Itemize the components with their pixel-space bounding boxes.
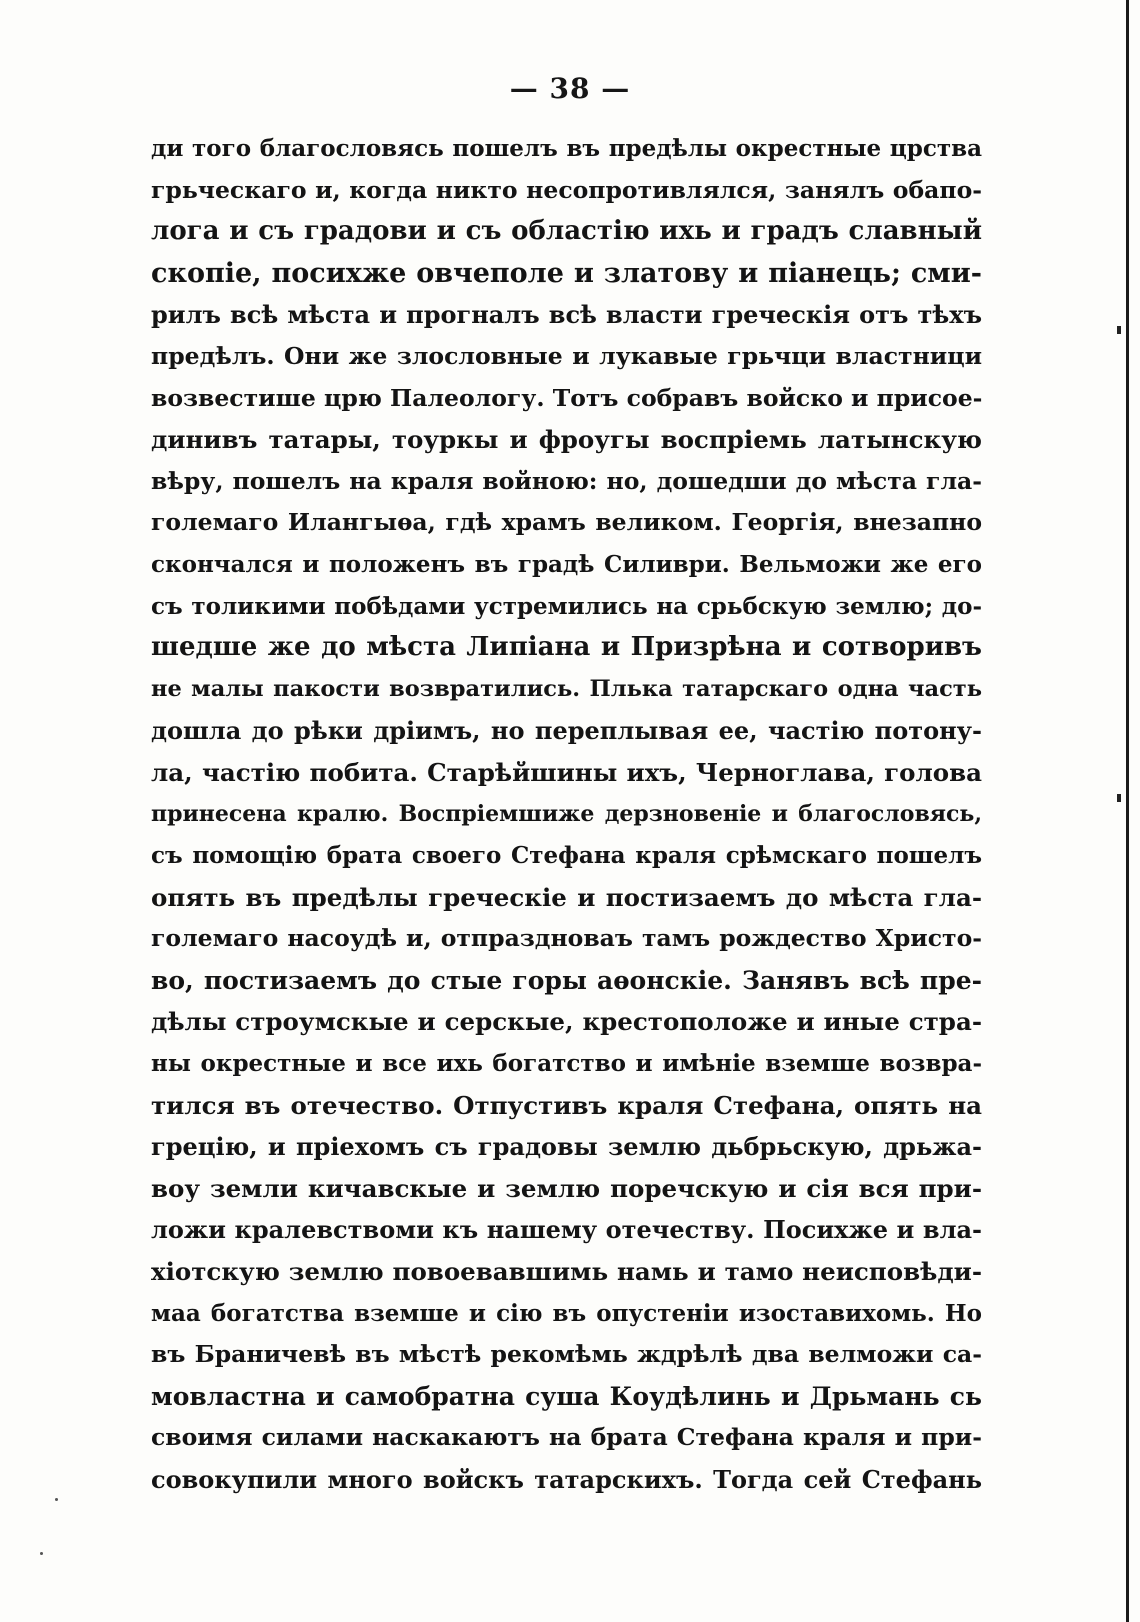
text-line: въ Браничевѣ въ мѣстѣ рекомѣмь ждрѣлѣ два велможи са- — [151, 1340, 982, 1369]
text-line: возвестише црю Палеологу. Тотъ собравъ войско и присое- — [151, 383, 982, 412]
text-line: съ толиκими побѣдами устремились на срьбскую землю; до- — [151, 592, 982, 620]
text-line: ла, частію побита. Старѣйшины ихъ, Черноглава, голова — [151, 757, 982, 787]
margin-mark — [1117, 794, 1121, 802]
text-line: опять въ предѣлы греческіе и постизаемъ до мѣста гла- — [151, 882, 982, 912]
text-line: съ помощію брата своего Стефана краля срѣмскаго пошелъ — [151, 842, 982, 870]
page-number: — 38 — — [509, 72, 631, 105]
text-line: ны окрестные и все ихь богатство и имѣніе вземше возвра- — [151, 1050, 982, 1078]
text-line: хіотскую землю повоевавшимь намь и тамо неисповѣди- — [151, 1257, 982, 1287]
scan-speck — [55, 1498, 58, 1501]
text-line: скопіе, посихже овчеполе и златову и піанець; сми- — [151, 257, 982, 289]
text-line: грьческаго и, когда никто несопротивлялся, занялъ обапо- — [151, 175, 982, 204]
text-line: маа богатства вземше и сію въ опустеніи изоставихомь. Но — [151, 1299, 982, 1327]
page-edge-rule — [1126, 0, 1129, 1622]
text-line: динивъ татары, тоуркы и фроугы воспріемь латынскую — [151, 425, 982, 455]
text-line: лога и съ градови и съ областію ихь и градъ славный — [151, 216, 982, 247]
text-line: дѣлы строумскые и серскые, крестоположе и иные стра- — [151, 1007, 982, 1037]
text-line: дошла до рѣки дріимъ, но переплывая ее, частію потону- — [151, 716, 982, 746]
scan-speck — [40, 1552, 43, 1555]
text-line: големаго Илангыѳа, гдѣ храмъ великом. Георгія, внезапно — [151, 508, 982, 537]
text-line: своимя силами наскакаютъ на брата Стефана краля и при- — [151, 1423, 982, 1452]
text-line: воу земли кичавскые и землю поречскую и сія вся при- — [151, 1173, 982, 1203]
text-line: грецію, и пріехомъ съ градовы землю дьбрьскую, дрьжа- — [151, 1132, 982, 1162]
text-line: ди того благословясь пошелъ въ предѣлы окрестные црства — [151, 135, 982, 162]
text-line: шедше же до мѣста Липіана и Призрѣна и сотворивъ — [151, 632, 982, 663]
text-line: мовластна и самобратна суша Коудѣлинь и Дрьмань сь — [151, 1381, 982, 1411]
text-line: вѣру, пошелъ на краля войною: но, дошедши до мѣста гла- — [151, 466, 982, 495]
text-line: ложи кралевствоми къ нашему отечеству. Посихже и вла- — [151, 1215, 982, 1245]
text-line: совокупили много войскъ татарскихъ. Тогда сей Стефань — [151, 1465, 982, 1494]
text-line: предѣлъ. Они же злословные и лукавые грьчци властници — [151, 341, 982, 370]
margin-mark — [1117, 326, 1121, 334]
text-line: скончался и положенъ въ градѣ Силиври. Вельможи же его — [151, 550, 982, 578]
text-line: тился въ отечество. Отпустивъ краля Стефана, опять на — [151, 1090, 982, 1120]
text-line: во, постизаемъ до стые горы аѳонскіе. Занявъ всѣ пре- — [151, 965, 982, 995]
body-text — [151, 128, 982, 1501]
text-line: големаго насоудѣ и, отпраздноваъ тамъ рождество Христо- — [151, 924, 982, 953]
text-line: не малы пакости возвратились. Плька татарскаго одна часть — [151, 675, 982, 702]
text-line: принесена кралю. Воспріемшиже дерзновеніе и благословясь, — [151, 800, 982, 827]
text-line: рилъ всѣ мѣста и прогналъ всѣ власти греческія отъ тѣхъ — [151, 300, 982, 330]
